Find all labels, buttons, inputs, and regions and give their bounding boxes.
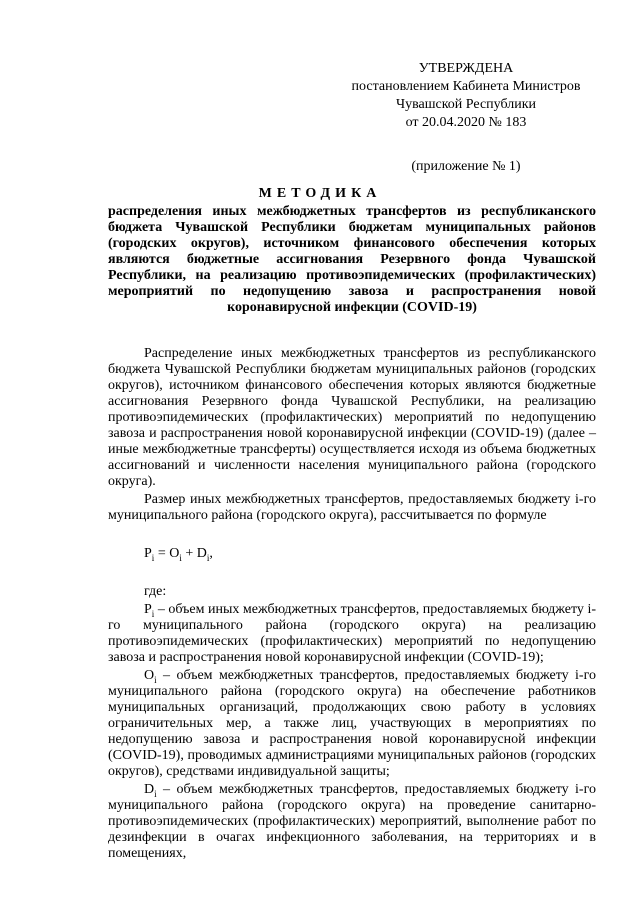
document-body: [108, 346, 596, 862]
appendix-note: (приложение № 1): [411, 159, 521, 174]
formula-end: ,: [209, 546, 213, 561]
definition-symbol: O: [144, 668, 155, 683]
formula-operator: =: [154, 546, 170, 561]
definition-symbol: P: [144, 602, 152, 617]
approval-line: Чувашской Республики: [395, 97, 537, 112]
paragraph: Распределение иных межбюджетных трансфертов из республиканского бюджета Чувашской Республики бюджетам муниципальных районов (городских округов), источником финансового обеспечения которых являются бюджетные ассигнования Резервного фонда Чувашской Республики, на реализацию противоэпидемических (профилактических) мероприятий по недопущению завоза и распространения новой коронавирусной инфекции (COVID-19) (далее – иные межбюджетные трансферты) осуществляется исходя из объема бюджетных ассигнований и численности населения муниципального района (городского округа).: [108, 346, 596, 489]
definitions: [108, 602, 596, 862]
definition-item: [108, 668, 596, 780]
where-label: где:: [144, 584, 167, 599]
formula: [108, 546, 596, 562]
document-subtitle: распределения иных межбюджетных трансфертов из республиканского бюджета Чувашской Республики бюджетам муниципальных районов (городских округов), источником финансового обеспечения которых являются бюджетные ассигнования Резервного фонда Чувашской Республики, на реализацию противоэпидемических (профилактических) мероприятий по недопущению завоза и распространения новой коронавирусной инфекции (COVID-19): [108, 204, 596, 315]
definition-subscript: i: [154, 788, 157, 799]
approval-line: постановлением Кабинета Министров: [351, 79, 581, 94]
formula-operator: +: [181, 546, 197, 561]
document-title: МЕТОДИКА: [258, 186, 382, 201]
definition-symbol: D: [144, 782, 155, 797]
formula-term: D: [196, 546, 207, 561]
definition-text: – объем межбюджетных трансфертов, предоставляемых бюджету i-го муниципального района (городского округа) на обеспечение работников муниципальных организаций, продолжающих свою работу в условиях ограничительных мер, а также лиц, участвующих в мероприятиях по недопущению завоза и распространения новой коронавирусной инфекции (COVID-19), проводимых администрациями муниципальных районов (городских округов), средствами индивидуальной защиты;: [108, 668, 596, 779]
formula-term: O: [169, 546, 180, 561]
approval-line: УТВЕРЖДЕНА: [418, 61, 514, 76]
formula-subscript: i: [179, 552, 182, 563]
formula-subscript: i: [151, 552, 155, 563]
definition-text: – объем иных межбюджетных трансфертов, предоставляемых бюджету i-го муниципального района (городского округа) на реализацию противоэпидемических (профилактических) мероприятий по недопущению завоза и распространения новой коронавирусной инфекции (COVID-19);: [108, 602, 596, 665]
approval-line: от 20.04.2020 № 183: [405, 115, 527, 130]
definition-subscript: i: [154, 674, 157, 685]
paragraph: Размер иных межбюджетных трансфертов, предоставляемых бюджету i-го муниципального района (городского округа), рассчитывается по формуле: [108, 492, 596, 523]
definition-subscript: i: [151, 608, 155, 619]
definition-item: [108, 782, 596, 862]
formula-lhs: P: [144, 546, 152, 561]
definition-text: – объем межбюджетных трансфертов, предоставляемых бюджету i-го муниципального района (городского округа) на проведение санитарно-противоэпидемических (профилактических) мероприятий, выполнение работ по дезинфекции в очагах инфекционного заболевания, на территориях и в помещениях,: [108, 782, 596, 861]
approval-stamp: [346, 60, 586, 176]
formula-subscript: i: [206, 552, 210, 563]
definition-item: [108, 602, 596, 666]
